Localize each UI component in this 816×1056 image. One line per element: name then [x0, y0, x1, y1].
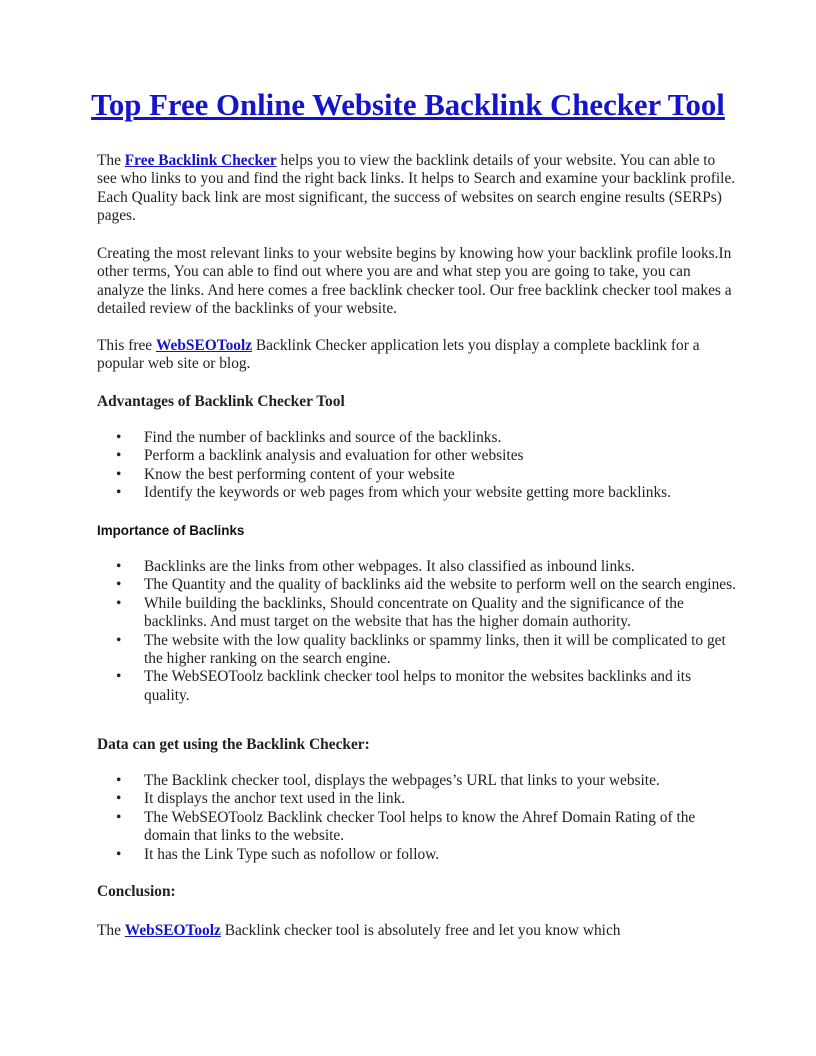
list-item	[97, 447, 737, 465]
conclusion-webseotoolz-link[interactable]: WebSEOToolz	[124, 922, 221, 939]
webseotoolz-link[interactable]: WebSEOToolz	[155, 337, 253, 354]
data-heading: Data can get using the Backlink Checker:	[97, 736, 370, 753]
list-item-text: Find the number of backlinks and source of the backlinks.	[144, 429, 502, 446]
bullet-icon: •	[116, 429, 122, 446]
bullet-icon: •	[116, 668, 122, 686]
list-item	[97, 809, 737, 846]
list-item	[97, 790, 737, 808]
list-item-text: The website with the low quality backlinks or spammy links, then it will be complicated to get the higher ranking on the search engine.	[144, 631, 726, 668]
intro-paragraph	[97, 152, 737, 226]
bullet-icon: •	[116, 808, 122, 826]
list-item	[97, 484, 737, 502]
bullet-icon: •	[116, 631, 122, 649]
bullet-icon: •	[116, 845, 122, 863]
conclusion-text-after: Backlink checker tool is absolutely free and let you know which	[220, 922, 621, 939]
list-item-text: The Backlink checker tool, displays the webpages’s URL that links to your website.	[144, 772, 660, 789]
conclusion-text-before: The	[97, 922, 125, 939]
bullet-icon: •	[116, 465, 122, 483]
advantages-list	[97, 429, 737, 503]
bullet-icon: •	[116, 484, 122, 502]
list-item-text: Perform a backlink analysis and evaluation for other websites	[144, 447, 524, 465]
list-item	[97, 772, 737, 790]
list-item	[97, 668, 737, 705]
free-backlink-checker-link[interactable]: Free Backlink Checker	[124, 152, 277, 169]
advantages-heading: Advantages of Backlink Checker Tool	[97, 393, 345, 410]
list-item	[97, 632, 737, 669]
bullet-icon: •	[116, 772, 122, 789]
list-item	[97, 429, 737, 447]
paragraph3-text-after: Backlink Checker application lets you display a complete backlink for a popular web site or blog.	[97, 337, 700, 373]
paragraph-webseotoolz	[97, 337, 737, 374]
list-item-text: Identify the keywords or web pages from which your website getting more backlinks.	[144, 484, 671, 502]
paragraph-relevant-links: Creating the most relevant links to your website begins by knowing how your backlink profile looks.In other terms, You can able to find out where you are and what step you are going to take, you can analyze the links. And here comes a free backlink checker tool. Our free backlink checker tool makes a detailed review of the backlinks of your website.	[97, 245, 732, 318]
page-title	[0, 88, 816, 122]
list-item-text: It has the Link Type such as nofollow or follow.	[144, 845, 440, 863]
list-item-text: The Quantity and the quality of backlinks aid the website to perform well on the search engines.	[144, 576, 736, 594]
list-item-text: Know the best performing content of your website	[144, 465, 455, 483]
list-item-text: Backlinks are the links from other webpages. It also classified as inbound links.	[144, 558, 635, 575]
bullet-icon: •	[116, 594, 122, 612]
list-item	[97, 576, 737, 594]
intro-text-after: helps you to view the backlink details of your website. You can able to see who links to you and find the right back links. It helps to Search and examine your backlink profile. Each Quality back link are most significant, the success of websites on search engine results (SERPs) pages.	[97, 152, 736, 225]
list-item	[97, 466, 737, 484]
data-list	[97, 772, 737, 864]
importance-heading: Importance of Baclinks	[97, 523, 245, 538]
bullet-icon: •	[116, 576, 122, 594]
list-item-text: It displays the anchor text used in the link.	[144, 790, 406, 808]
list-item	[97, 558, 737, 576]
paragraph3-text-before: This free	[97, 337, 156, 354]
bullet-icon: •	[116, 558, 122, 575]
bullet-icon: •	[116, 447, 122, 465]
list-item	[97, 846, 737, 864]
importance-list	[97, 558, 737, 705]
title-link[interactable]: Top Free Online Website Backlink Checker Tool	[91, 88, 725, 122]
list-item-text: The WebSEOToolz backlink checker tool helps to monitor the websites backlinks and its quality.	[144, 668, 692, 704]
list-item-text: While building the backlinks, Should concentrate on Quality and the significance of the backlinks. And must target on the website that has the higher domain authority.	[144, 594, 684, 631]
list-item	[97, 595, 737, 632]
bullet-icon: •	[116, 790, 122, 808]
list-item-text: The WebSEOToolz Backlink checker Tool helps to know the Ahref Domain Rating of the domain that links to the website.	[144, 808, 696, 845]
intro-text-before: The	[97, 152, 125, 169]
conclusion-heading: Conclusion:	[97, 883, 176, 900]
conclusion-paragraph	[97, 922, 737, 940]
